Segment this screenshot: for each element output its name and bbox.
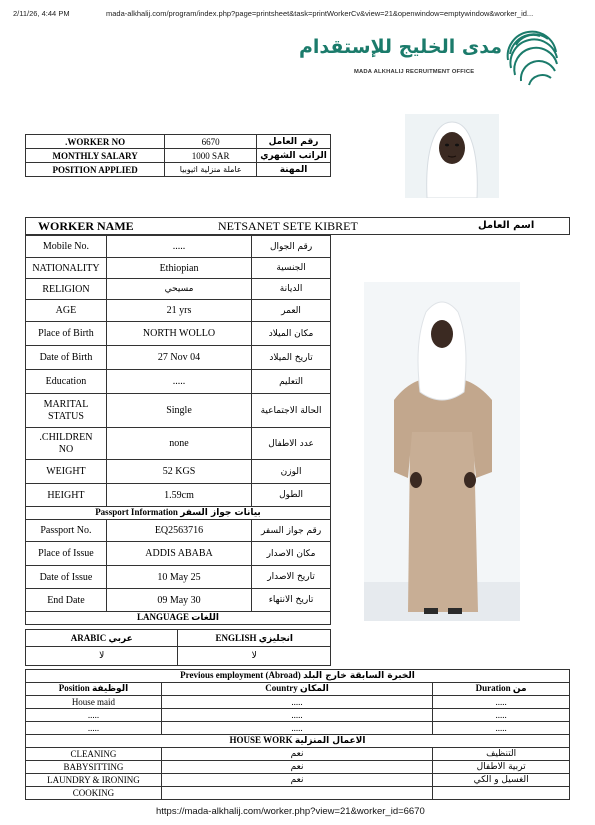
details-table [25, 235, 331, 625]
passport-label-ar: رقم جواز السفر [252, 520, 331, 542]
english-label-ar: انجليزي [258, 633, 293, 644]
language-section-header [26, 612, 331, 625]
marital-label-line1: MARITAL [43, 398, 89, 410]
detail-value: 21 yrs [106, 300, 251, 322]
detail-value: ..... [106, 236, 251, 258]
table-row [26, 696, 570, 709]
worker-no-value: 6670 [165, 135, 257, 149]
passport-title-ar: بيانات جواز السفر [180, 508, 261, 518]
col-duration: Duration [475, 683, 511, 693]
arabic-label: ARABIC [70, 632, 107, 643]
logo-english-text: MADA ALKHALIJ RECRUITMENT OFFICE [354, 69, 475, 75]
detail-label: Date of Birth [26, 346, 107, 370]
company-logo [298, 30, 564, 92]
col-country: Country [265, 683, 298, 693]
passport-value: EQ2563716 [106, 520, 251, 542]
housework-label: COOKING [26, 787, 162, 800]
passport-label-ar: تاريخ الانتهاء [252, 589, 331, 612]
detail-label: RELIGION [26, 279, 107, 300]
col-duration-ar: من [512, 684, 527, 694]
housework-label-ar: الغسيل و الكي [433, 774, 570, 787]
salary-label: MONTHLY SALARY [26, 149, 165, 163]
detail-label-ar: الحالة الاجتماعية [252, 394, 331, 428]
employment-country: ..... [161, 696, 432, 709]
language-title-ar: اللغات [191, 613, 219, 623]
housework-title: HOUSE WORK [229, 735, 293, 745]
print-datetime: 2/11/26, 4:44 PM [13, 9, 70, 18]
detail-value: none [106, 428, 251, 460]
employment-header-row [26, 683, 570, 696]
detail-label-ar: العمر [252, 300, 331, 322]
position-value: عاملة منزلية اثيوبيا [165, 163, 257, 177]
housework-title-ar: الاعمال المنزلية [294, 736, 366, 746]
passport-label: Passport No. [26, 520, 107, 542]
print-url: mada-alkhalij.com/program/index.php?page=printsheet&task=printWorkerCv&view=21&openwindow=emptywindow&worker_id... [106, 9, 534, 18]
housework-label: LAUNDRY & IRONING [26, 774, 162, 787]
worker-name-value: NETSANET SETE KIBRET [218, 219, 358, 233]
table-row [26, 346, 331, 370]
employment-section-header [26, 670, 570, 683]
table-row [26, 520, 331, 542]
detail-label-ar: الديانة [252, 279, 331, 300]
table-row [26, 484, 331, 507]
children-label-line1: .CHILDREN [39, 431, 93, 443]
detail-value: Ethiopian [106, 258, 251, 279]
table-row [26, 370, 331, 394]
detail-label-ar: مكان الميلاد [252, 322, 331, 346]
detail-label-ar: الوزن [252, 460, 331, 484]
col-position-ar: الوظيفة [91, 684, 129, 694]
table-row [26, 647, 331, 666]
table-row [26, 589, 331, 612]
passport-value: ADDIS ABABA [106, 542, 251, 566]
housework-value: نعم [161, 748, 432, 761]
housework-label-ar [433, 787, 570, 800]
employment-duration: ..... [433, 709, 570, 722]
detail-label [26, 394, 107, 428]
english-value: لا [178, 647, 331, 666]
arabic-value: لا [26, 647, 178, 666]
housework-label: BABYSITTING [26, 761, 162, 774]
detail-value: 27 Nov 04 [106, 346, 251, 370]
housework-label-ar: تربية الاطفال [433, 761, 570, 774]
detail-label-ar: الجنسية [252, 258, 331, 279]
passport-section-header [26, 507, 331, 520]
employment-duration: ..... [433, 696, 570, 709]
worker-no-label: .WORKER NO [26, 135, 165, 149]
detail-label-ar: الطول [252, 484, 331, 507]
table-row [26, 279, 331, 300]
summary-table [25, 134, 331, 177]
employment-position: ..... [26, 709, 162, 722]
col-country-ar: المكان [300, 684, 329, 694]
language-title: LANGUAGE [137, 612, 190, 622]
table-row [26, 709, 570, 722]
detail-label: Place of Birth [26, 322, 107, 346]
table-row [26, 258, 331, 279]
detail-label: Mobile No. [26, 236, 107, 258]
worker-full-photo [364, 282, 520, 621]
employment-title-ar: الخبرة السابقة خارج البلد [303, 671, 415, 681]
detail-label-ar: تاريخ الميلاد [252, 346, 331, 370]
table-row [26, 322, 331, 346]
detail-value: 1.59cm [106, 484, 251, 507]
table-row [26, 787, 570, 800]
employment-country: ..... [161, 709, 432, 722]
worker-portrait-photo [405, 114, 499, 198]
housework-value [161, 787, 432, 800]
table-row [26, 542, 331, 566]
marital-label-line2: STATUS [48, 410, 84, 422]
table-row [26, 722, 570, 735]
worker-name-row [25, 217, 570, 235]
passport-label: Date of Issue [26, 566, 107, 589]
passport-title: Passport Information [95, 507, 178, 517]
detail-label: AGE [26, 300, 107, 322]
passport-value: 09 May 30 [106, 589, 251, 612]
table-row [26, 300, 331, 322]
logo-arabic-text: مدى الخليج للإستقدام [298, 36, 502, 58]
employment-title: Previous employment (Abroad) [180, 670, 301, 680]
housework-section-header [26, 735, 570, 748]
detail-value: 52 KGS [106, 460, 251, 484]
detail-value: NORTH WOLLO [106, 322, 251, 346]
table-row [26, 630, 331, 647]
table-row [26, 163, 331, 177]
table-row [26, 566, 331, 589]
salary-value: 1000 SAR [165, 149, 257, 163]
passport-label-ar: تاريخ الاصدار [252, 566, 331, 589]
detail-value: Single [106, 394, 251, 428]
employment-position: ..... [26, 722, 162, 735]
employment-country: ..... [161, 722, 432, 735]
table-row [26, 394, 331, 428]
table-row [26, 761, 570, 774]
table-row [26, 149, 331, 163]
worker-name-label: WORKER NAME [38, 219, 134, 233]
housework-value: نعم [161, 761, 432, 774]
employment-table [25, 669, 570, 800]
position-label: POSITION APPLIED [26, 163, 165, 177]
employment-position: House maid [26, 696, 162, 709]
table-row [26, 460, 331, 484]
employment-duration: ..... [433, 722, 570, 735]
logo-globe-icon [502, 30, 562, 90]
detail-label: HEIGHT [26, 484, 107, 507]
detail-label-ar: التعليم [252, 370, 331, 394]
arabic-label-ar: عربي [108, 633, 133, 644]
detail-value: مسيحي [106, 279, 251, 300]
worker-no-label-ar: رقم العامل [257, 135, 331, 149]
passport-value: 10 May 25 [106, 566, 251, 589]
passport-label: End Date [26, 589, 107, 612]
salary-label-ar: الراتب الشهري [257, 149, 331, 163]
housework-value: نعم [161, 774, 432, 787]
language-table [25, 629, 331, 666]
table-row [26, 236, 331, 258]
position-label-ar: المهنة [257, 163, 331, 177]
detail-label: Education [26, 370, 107, 394]
detail-label-ar: رقم الجوال [252, 236, 331, 258]
footer-url: https://mada-alkhalij.com/worker.php?view=21&worker_id=6670 [156, 806, 425, 817]
housework-label: CLEANING [26, 748, 162, 761]
passport-label: Place of Issue [26, 542, 107, 566]
detail-label: NATIONALITY [26, 258, 107, 279]
passport-label-ar: مكان الاصدار [252, 542, 331, 566]
detail-label [26, 428, 107, 460]
worker-name-label-ar: اسم العامل [478, 220, 535, 231]
table-row [26, 135, 331, 149]
housework-label-ar: التنظيف [433, 748, 570, 761]
detail-value: ..... [106, 370, 251, 394]
detail-label-ar: عدد الاطفال [252, 428, 331, 460]
table-row [26, 774, 570, 787]
col-position: Position [58, 683, 90, 693]
english-label: ENGLISH [215, 632, 257, 643]
detail-label: WEIGHT [26, 460, 107, 484]
table-row [26, 428, 331, 460]
children-label-line2: NO [58, 443, 74, 455]
table-row [26, 748, 570, 761]
